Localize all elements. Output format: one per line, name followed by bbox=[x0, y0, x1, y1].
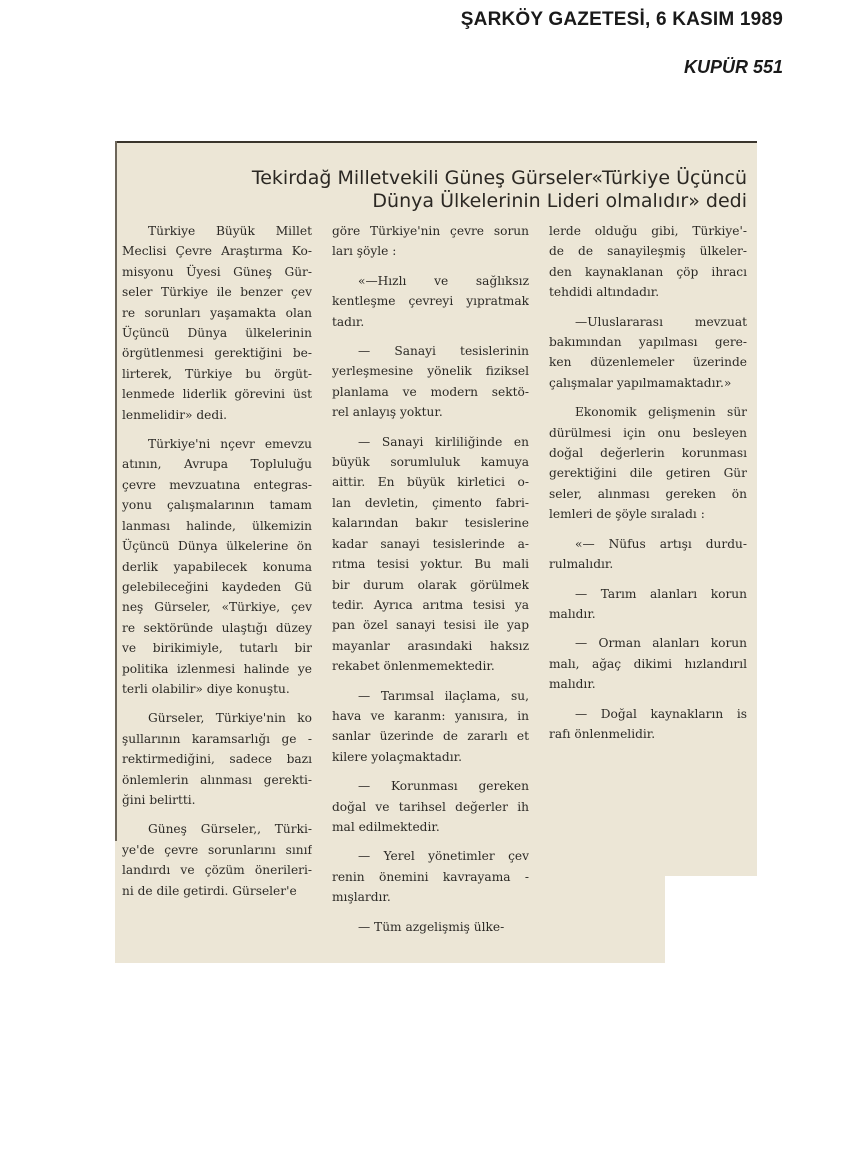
paragraph-gap bbox=[332, 423, 529, 432]
article-line: — Tüm azgelişmiş ülke- bbox=[358, 919, 505, 934]
article-line: yonu çalışmalarının tamam bbox=[122, 498, 312, 513]
article-line: gelebileceğini kaydeden Gü bbox=[122, 579, 312, 594]
article-line: atının, Avrupa Topluluğu bbox=[122, 457, 312, 472]
clipping-cut-corner bbox=[665, 876, 757, 963]
paragraph-gap bbox=[122, 699, 312, 708]
article-headline bbox=[165, 167, 747, 213]
article-line: renin önemini kavrayama - bbox=[332, 869, 529, 884]
article-line: örgütlenmesi gerektiğini be- bbox=[122, 346, 312, 361]
article-paragraph bbox=[549, 584, 747, 625]
article-line: politika izlenmesi halinde ye bbox=[122, 661, 312, 676]
article-line: çalışmalar yapılmamaktadır.» bbox=[549, 375, 732, 390]
article-line: — Korunması gereken bbox=[358, 779, 529, 794]
article-line: tehdidi altındadır. bbox=[549, 285, 660, 300]
article-line: bir durum olarak görülmek bbox=[332, 577, 529, 592]
article-line: yerleşmesine yönelik fiziksel bbox=[332, 364, 529, 379]
article-paragraph bbox=[332, 686, 529, 768]
article-paragraph bbox=[332, 221, 529, 262]
article-line: rektirmediğini, sadece bazı bbox=[122, 752, 312, 767]
article-line: büyük sorumluluk kamuya bbox=[332, 455, 529, 470]
article-line: şullarının karamsarlığı ge - bbox=[122, 731, 312, 746]
article-paragraph bbox=[549, 402, 747, 524]
article-line: — Yerel yönetimler çev bbox=[358, 849, 529, 864]
article-line: önlemlerin alınması gerekti- bbox=[122, 772, 312, 787]
paragraph-gap bbox=[549, 303, 747, 312]
article-line: lemleri de şöyle sıraladı : bbox=[549, 507, 705, 522]
paragraph-gap bbox=[549, 393, 747, 402]
article-line: doğal ve tarihsel değerler ih bbox=[332, 799, 529, 814]
article-line: rafı önlenmelidir. bbox=[549, 726, 656, 741]
article-line: pan özel sanayi tesisi ile yap bbox=[332, 618, 529, 633]
article-line: re sorunları yaşamakta olan bbox=[122, 305, 312, 320]
paragraph-gap bbox=[332, 262, 529, 271]
article-line: — Doğal kaynakların is bbox=[575, 706, 747, 721]
article-paragraph bbox=[122, 434, 312, 699]
paragraph-gap bbox=[549, 624, 747, 633]
article-line: ğini belirtti. bbox=[122, 792, 196, 807]
article-paragraph bbox=[549, 312, 747, 394]
article-paragraph bbox=[122, 708, 312, 810]
article-line: —Uluslararası mevzuat bbox=[575, 314, 747, 329]
clipping-number: KUPÜR 551 bbox=[683, 57, 783, 77]
article-line: tedir. Ayrıca arıtma tesisi ya bbox=[332, 597, 529, 612]
article-line: ye'de çevre sorunlarını sınıf bbox=[122, 842, 312, 857]
article-column-3 bbox=[549, 221, 747, 744]
article-line: kalarından bakır tesislerine bbox=[332, 516, 529, 531]
article-line: neş Gürseler, «Türkiye, çev bbox=[122, 600, 312, 615]
article-line: «— Nüfus artışı durdu- bbox=[575, 536, 747, 551]
paragraph-gap bbox=[549, 695, 747, 704]
article-line: lenmede liderlik görevini üst bbox=[122, 387, 312, 402]
article-line: gerektiğini dile getiren Gür bbox=[549, 466, 747, 481]
article-line: den kaynaklanan çöp ihracı bbox=[549, 264, 747, 279]
article-paragraph bbox=[549, 704, 747, 745]
article-paragraph bbox=[332, 846, 529, 907]
article-line: ken düzenlemeler üzerinde bbox=[549, 355, 747, 370]
article-line: — Orman alanları korun bbox=[575, 636, 747, 651]
article-line: lan devletin, çimento fabri- bbox=[332, 495, 529, 510]
paragraph-gap bbox=[122, 425, 312, 434]
article-line: göre Türkiye'nin çevre sorun bbox=[332, 224, 529, 238]
article-line: Üçüncü Dünya ülkelerine ön bbox=[122, 539, 312, 554]
article-column-1 bbox=[122, 221, 312, 901]
article-line: Gürseler, Türkiye'nin ko bbox=[148, 711, 312, 726]
article-line: derlik yapabilecek konuma bbox=[122, 559, 312, 574]
paragraph-gap bbox=[332, 767, 529, 776]
article-line: hava ve karanm: yanısıra, in bbox=[332, 708, 529, 723]
article-line: — Tarımsal ilaçlama, su, bbox=[358, 688, 529, 703]
article-line: planlama ve modern sektö- bbox=[332, 384, 529, 399]
article-line: rıtma tesisi yoktur. Bu mali bbox=[332, 557, 529, 572]
article-line: de de sanayileşmiş ülkeler- bbox=[549, 244, 747, 259]
newspaper-source-date: ŞARKÖY GAZETESİ, 6 KASIM 1989 bbox=[460, 9, 783, 30]
article-paragraph bbox=[332, 271, 529, 332]
article-line: lanması halinde, ülkemizin bbox=[122, 518, 312, 533]
article-line: lenmelidir» dedi. bbox=[122, 407, 227, 422]
article-line: sanlar üzerinde de zararlı et bbox=[332, 729, 529, 744]
article-line: aittir. En büyük kirletici o- bbox=[332, 475, 529, 490]
article-paragraph bbox=[122, 819, 312, 901]
article-line: lerde olduğu gibi, Türkiye'- bbox=[549, 224, 747, 238]
article-line: mışlardır. bbox=[332, 890, 391, 905]
article-line: mayanlar arasındaki haksız bbox=[332, 638, 529, 653]
article-line: re sektöründe ulaştığı düzey bbox=[122, 620, 312, 635]
article-paragraph bbox=[332, 341, 529, 423]
article-line: rulmalıdır. bbox=[549, 557, 614, 572]
article-line: landırdı ve çözüm önerileri- bbox=[122, 863, 312, 878]
article-line: rekabet önlenmemektedir. bbox=[332, 659, 495, 674]
article-paragraph bbox=[549, 534, 747, 575]
article-line: mal edilmektedir. bbox=[332, 819, 440, 834]
article-line: — Sanayi kirliliğinde en bbox=[358, 434, 529, 449]
article-paragraph bbox=[549, 221, 747, 303]
article-line: «—Hızlı ve sağlıksız bbox=[358, 273, 529, 288]
article-line: terli olabilir» diye konuştu. bbox=[122, 681, 290, 696]
article-line: — Sanayi tesislerinin bbox=[358, 344, 529, 359]
paragraph-gap bbox=[549, 525, 747, 534]
article-line: — Tarım alanları korun bbox=[575, 586, 747, 601]
paragraph-gap bbox=[332, 908, 529, 917]
article-line: rel anlayış yoktur. bbox=[332, 405, 443, 420]
paragraph-gap bbox=[332, 837, 529, 846]
article-line: kilere yolaçmaktadır. bbox=[332, 749, 462, 764]
paragraph-gap bbox=[332, 332, 529, 341]
article-line: seler Türkiye ile benzer çev bbox=[122, 285, 312, 300]
article-paragraph bbox=[122, 221, 312, 425]
article-line: lirterek, Türkiye bu örgüt- bbox=[122, 366, 312, 381]
article-line: tadır. bbox=[332, 314, 365, 329]
article-line: doğal değerlerin korunması bbox=[549, 446, 747, 461]
article-paragraph bbox=[332, 917, 529, 937]
article-line: Türkiye Büyük Millet bbox=[148, 224, 312, 238]
article-line: misyonu Üyesi Güneş Gür- bbox=[122, 264, 312, 279]
article-line: bakımından yapılması gere- bbox=[549, 335, 747, 350]
article-line: Güneş Gürseler,, Türki- bbox=[148, 822, 312, 837]
article-line: malıdır. bbox=[549, 606, 596, 621]
article-line: Ekonomik gelişmenin sür bbox=[575, 405, 747, 420]
article-line: seler, alınması gereken ön bbox=[549, 486, 747, 501]
article-column-2 bbox=[332, 221, 529, 937]
clipping-left-rule bbox=[115, 141, 117, 841]
article-paragraph bbox=[549, 633, 747, 694]
article-line: ları şöyle : bbox=[332, 244, 397, 259]
article-paragraph bbox=[332, 432, 529, 677]
article-line: kentleşme çevreyi yıpratmak bbox=[332, 294, 529, 309]
paragraph-gap bbox=[122, 810, 312, 819]
article-line: Türkiye'ni nçevr emevzu bbox=[148, 437, 312, 452]
article-line: Üçüncü Dünya ülkelerinin bbox=[122, 326, 312, 341]
paragraph-gap bbox=[549, 575, 747, 584]
article-line: dürülmesi için onu besleyen bbox=[549, 425, 747, 440]
newspaper-clipping bbox=[115, 141, 757, 963]
article-line: ni de dile getirdi. Gürseler'e bbox=[122, 883, 297, 898]
headline-line: Dünya Ülkelerinin Lideri olmalıdır» dedi bbox=[372, 190, 747, 212]
article-paragraph bbox=[332, 776, 529, 837]
clipping-top-rule bbox=[115, 141, 757, 143]
headline-line: Tekirdağ Milletvekili Güneş Gürseler«Türkiye Üçüncü bbox=[251, 167, 747, 189]
article-line: malı, ağaç dikimi hızlandırıl bbox=[549, 656, 747, 671]
article-line: malıdır. bbox=[549, 677, 596, 692]
article-line: Meclisi Çevre Araştırma Ko- bbox=[122, 244, 312, 259]
article-line: ve birikimiyle, tutarlı bir bbox=[122, 641, 312, 656]
article-line: kadar sanayi tesislerinde a- bbox=[332, 536, 529, 551]
paragraph-gap bbox=[332, 677, 529, 686]
article-line: çevre mevzuatına entegras- bbox=[122, 477, 312, 492]
